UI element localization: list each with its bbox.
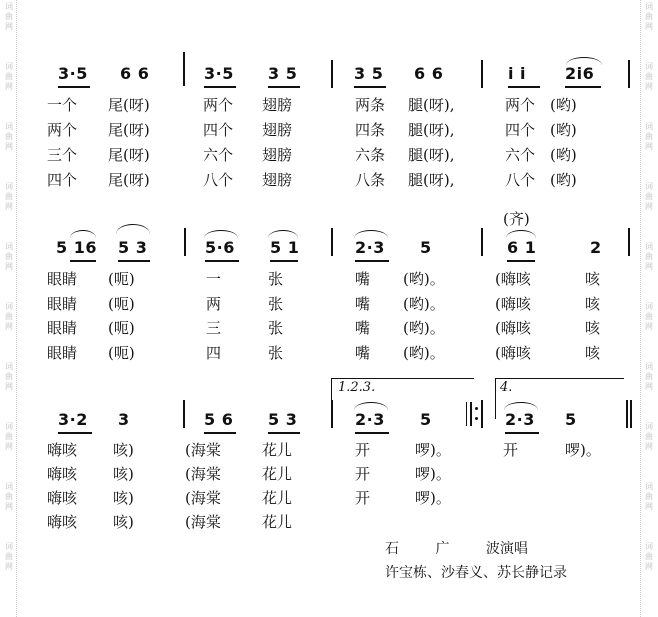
lyric: 开 <box>355 465 371 483</box>
lyric: 两个 <box>203 96 234 114</box>
note-group: 6 6 <box>120 64 150 83</box>
note-group: 3·2 <box>58 410 88 429</box>
lyric: (哟) <box>550 121 577 139</box>
lyric: 翅膀 <box>262 146 293 164</box>
lyric: (哟)。 <box>403 295 445 313</box>
lyric: 八个 <box>505 171 536 189</box>
lyric: 腿(呀), <box>408 121 455 139</box>
lyric: 啰)。 <box>565 441 601 459</box>
note-group: 3 <box>118 410 130 429</box>
watermark: 词曲网 <box>645 362 653 391</box>
lyric: (哟) <box>550 146 577 164</box>
note-group: 5 3 <box>268 410 298 429</box>
lyric: 四个 <box>203 121 234 139</box>
watermark: 词曲网 <box>5 362 13 391</box>
lyric: 张 <box>268 319 284 337</box>
lyric: 腿(呀), <box>408 171 455 189</box>
barline <box>481 400 483 428</box>
lyric: 嘴 <box>355 344 371 362</box>
lyric: (哟) <box>550 96 577 114</box>
barline <box>331 60 333 88</box>
underline <box>118 260 150 262</box>
lyric: 两个 <box>505 96 536 114</box>
note-group: 5 <box>565 410 577 429</box>
final-barline <box>626 400 628 428</box>
lyric: 嗨咳 <box>47 441 78 459</box>
lyric: 咳 <box>585 295 601 313</box>
watermark: 词曲网 <box>5 242 13 271</box>
note-group: 3 5 <box>268 64 298 83</box>
lyric: 花儿 <box>262 465 293 483</box>
lyric: 咳) <box>113 513 134 531</box>
underline <box>355 432 389 434</box>
qi-marking: (齐) <box>503 210 530 228</box>
lyric: 腿(呀), <box>408 96 455 114</box>
watermark: 词曲网 <box>645 2 653 31</box>
lyric: 啰)。 <box>415 441 451 459</box>
lyric: (海棠 <box>185 513 221 531</box>
underline <box>354 86 386 88</box>
barline <box>184 228 186 256</box>
lyric: 一个 <box>47 96 78 114</box>
watermark: 词曲网 <box>645 182 653 211</box>
final-barline <box>630 400 632 428</box>
lyric: 嘴 <box>355 295 371 313</box>
lyric: 咳) <box>113 465 134 483</box>
lyric: (哟) <box>550 171 577 189</box>
lyric: 六条 <box>355 146 386 164</box>
barline <box>331 228 333 256</box>
note-group: 2i6 <box>565 64 595 83</box>
lyric: 六个 <box>505 146 536 164</box>
repeat-dot <box>475 417 478 420</box>
lyric: 啰)。 <box>415 465 451 483</box>
lyric: 三 <box>206 319 222 337</box>
volta-label-1: 1.2.3. <box>338 380 376 395</box>
note-group: 6 1 <box>507 238 537 257</box>
note-group: 2·3 <box>355 238 385 257</box>
underline <box>355 260 389 262</box>
watermark: 词曲网 <box>5 2 13 31</box>
barline <box>628 60 630 88</box>
lyric: 尾(呀) <box>108 121 150 139</box>
underline <box>505 432 539 434</box>
lyric: 嘴 <box>355 319 371 337</box>
underline <box>204 432 236 434</box>
underline <box>507 260 535 262</box>
lyric: 咳) <box>113 489 134 507</box>
watermark: 词曲网 <box>5 302 13 331</box>
note-group: 3·5 <box>204 64 234 83</box>
lyric: 嘴 <box>355 270 371 288</box>
lyric: 尾(呀) <box>108 96 150 114</box>
note-group: 3 5 <box>354 64 384 83</box>
note-group: 5·6 <box>205 238 235 257</box>
barline <box>481 60 483 88</box>
note-group: 5 6 <box>204 410 234 429</box>
slur <box>204 230 238 238</box>
lyric: 四 <box>206 344 222 362</box>
note-group: 5 <box>420 238 432 257</box>
lyric: 腿(呀), <box>408 146 455 164</box>
note-group: i i <box>508 64 527 83</box>
note-group: 5 1 <box>270 238 300 257</box>
watermark: 词曲网 <box>645 242 653 271</box>
underline <box>565 86 601 88</box>
barline <box>481 228 483 256</box>
lyric: (嗨咳 <box>495 319 531 337</box>
lyric: 八个 <box>203 171 234 189</box>
lyric: 三个 <box>47 146 78 164</box>
lyric: 张 <box>268 295 284 313</box>
lyric: (哟)。 <box>403 319 445 337</box>
lyric: (呃) <box>108 319 135 337</box>
underline <box>268 432 300 434</box>
lyric: (海棠 <box>185 465 221 483</box>
lyric: 开 <box>355 489 371 507</box>
lyric: 眼睛 <box>47 295 78 313</box>
lyric: 咳) <box>113 441 134 459</box>
note-group: 5 16 <box>56 238 97 257</box>
note-group: 2 <box>590 238 602 257</box>
lyric: 八条 <box>355 171 386 189</box>
lyric: 四个 <box>505 121 536 139</box>
recorder-credit: 许宝栋、沙春义、苏长静记录 <box>385 565 567 581</box>
lyric: 花儿 <box>262 441 293 459</box>
watermark: 词曲网 <box>645 62 653 91</box>
lyric: (嗨咳 <box>495 295 531 313</box>
underline <box>204 86 236 88</box>
barline <box>628 228 630 256</box>
volta-label-2: 4. <box>500 380 513 395</box>
watermark: 词曲网 <box>645 542 653 571</box>
lyric: 四条 <box>355 121 386 139</box>
lyric: 两个 <box>47 121 78 139</box>
note-group: 6 6 <box>414 64 444 83</box>
lyric: 啰)。 <box>415 489 451 507</box>
watermark: 词曲网 <box>645 302 653 331</box>
repeat-barline <box>470 402 472 426</box>
barline <box>183 52 185 86</box>
lyric: (呃) <box>108 295 135 313</box>
note-group: 5 <box>420 410 432 429</box>
repeat-dot <box>475 407 478 410</box>
slur <box>354 230 388 238</box>
lyric: 张 <box>268 270 284 288</box>
watermark: 词曲网 <box>5 182 13 211</box>
slur <box>116 224 150 234</box>
slur <box>506 230 536 238</box>
lyric: (嗨咳 <box>495 344 531 362</box>
lyric: (哟)。 <box>403 344 445 362</box>
slur <box>70 230 96 238</box>
watermark: 词曲网 <box>5 542 13 571</box>
lyric: 咳 <box>585 319 601 337</box>
underline <box>70 260 96 262</box>
lyric: (呃) <box>108 344 135 362</box>
lyric: (海棠 <box>185 489 221 507</box>
lyric: (哟)。 <box>403 270 445 288</box>
lyric: 两条 <box>355 96 386 114</box>
note-group: 5 3 <box>118 238 148 257</box>
lyric: 嗨咳 <box>47 489 78 507</box>
singer-credit: 石 广 波演唱 <box>385 541 528 557</box>
underline <box>205 260 239 262</box>
right-margin-line <box>640 0 642 617</box>
lyric: 咳 <box>585 344 601 362</box>
lyric: 眼睛 <box>47 344 78 362</box>
lyric: 六个 <box>203 146 234 164</box>
repeat-barline <box>466 402 467 426</box>
watermark: 词曲网 <box>5 122 13 151</box>
lyric: 开 <box>355 441 371 459</box>
lyric: 眼睛 <box>47 270 78 288</box>
watermark: 词曲网 <box>5 482 13 511</box>
lyric: 嗨咳 <box>47 513 78 531</box>
underline <box>508 86 540 88</box>
lyric: 眼睛 <box>47 319 78 337</box>
watermark: 词曲网 <box>645 422 653 451</box>
note-group: 2·3 <box>355 410 385 429</box>
lyric: 咳 <box>585 270 601 288</box>
lyric: 张 <box>268 344 284 362</box>
lyric: 一 <box>206 270 222 288</box>
underline <box>58 86 90 88</box>
lyric: (呃) <box>108 270 135 288</box>
watermark: 词曲网 <box>645 122 653 151</box>
lyric: 尾(呀) <box>108 171 150 189</box>
underline <box>270 260 298 262</box>
lyric: 翅膀 <box>262 96 293 114</box>
lyric: (嗨咳 <box>495 270 531 288</box>
lyric: 四个 <box>47 171 78 189</box>
barline <box>331 400 333 428</box>
lyric: 花儿 <box>262 513 293 531</box>
underline <box>58 432 92 434</box>
barline <box>183 400 185 428</box>
lyric: 嗨咳 <box>47 465 78 483</box>
lyric: 翅膀 <box>262 171 293 189</box>
lyric: 两 <box>206 295 222 313</box>
watermark: 词曲网 <box>645 482 653 511</box>
note-group: 3·5 <box>58 64 88 83</box>
lyric: (海棠 <box>185 441 221 459</box>
underline <box>268 86 300 88</box>
lyric: 尾(呀) <box>108 146 150 164</box>
slur <box>566 57 602 65</box>
slur <box>268 230 298 238</box>
note-group: 2·3 <box>505 410 535 429</box>
lyric: 开 <box>503 441 519 459</box>
watermark: 词曲网 <box>5 422 13 451</box>
lyric: 翅膀 <box>262 121 293 139</box>
watermark: 词曲网 <box>5 62 13 91</box>
left-margin-line <box>16 0 18 617</box>
lyric: 花儿 <box>262 489 293 507</box>
